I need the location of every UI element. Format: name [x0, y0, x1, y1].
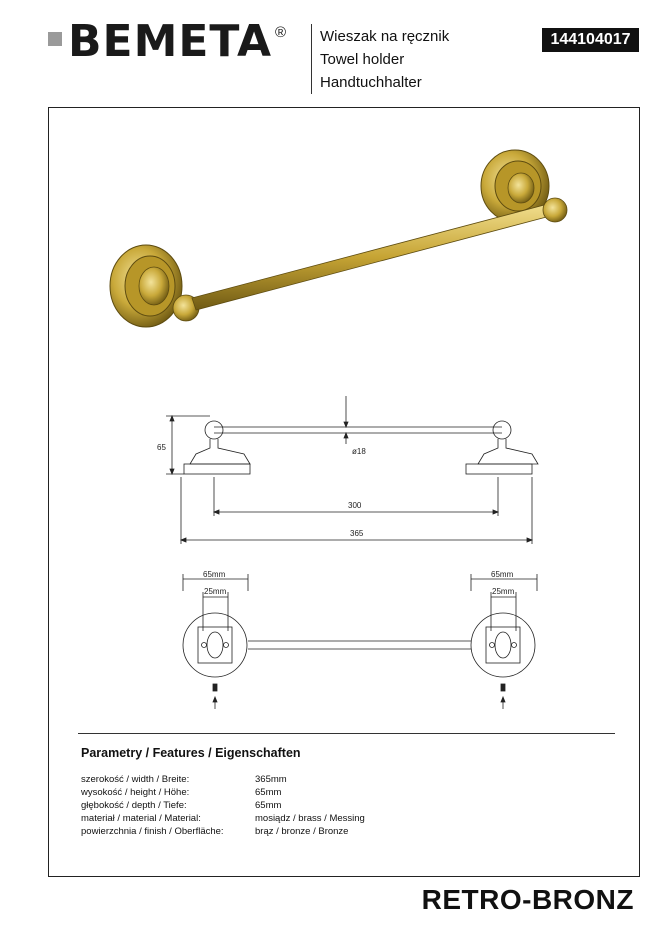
header	[0, 0, 670, 100]
product-code: 144104017	[542, 28, 639, 52]
dim-total-width: 365	[350, 529, 364, 538]
feature-value: brąz / bronze / Bronze	[255, 826, 349, 837]
feature-value: 365mm	[255, 774, 287, 785]
towel-bar	[192, 204, 554, 310]
product-image	[108, 148, 573, 333]
feature-label: materiał / material / Material:	[81, 813, 201, 824]
registered-mark: ®	[275, 24, 287, 41]
features-table	[81, 773, 395, 838]
feature-label: szerokość / width / Breite:	[81, 774, 190, 785]
features-divider	[78, 733, 615, 734]
front-view	[166, 396, 538, 544]
left-screw-spacing: 25mm	[204, 587, 227, 596]
feature-value: 65mm	[255, 800, 282, 811]
product-name-de: Handtuchhalter	[320, 74, 422, 91]
right-plate-width: 65mm	[491, 570, 514, 579]
brand-logo: BEMETA	[68, 16, 273, 67]
feature-value: mosiądz / brass / Messing	[255, 813, 365, 824]
left-mount	[110, 245, 199, 327]
product-name-pl: Wieszak na ręcznik	[320, 28, 450, 45]
feature-row	[81, 799, 395, 812]
technical-drawing	[152, 386, 552, 716]
feature-label: głębokość / depth / Tiefe:	[81, 800, 187, 811]
header-divider	[311, 24, 312, 94]
feature-row	[81, 786, 395, 799]
features-title: Parametry / Features / Eigenschaften	[81, 746, 301, 760]
feature-label: powierzchnia / finish / Oberfläche:	[81, 826, 224, 837]
dim-inner-width: 300	[348, 501, 362, 510]
feature-row	[81, 773, 395, 786]
feature-value: 65mm	[255, 787, 282, 798]
dim-height: 65	[157, 443, 166, 452]
collection-name: RETRO-BRONZ	[421, 884, 634, 915]
feature-label: wysokość / height / Höhe:	[81, 787, 190, 798]
feature-row	[81, 825, 395, 838]
logo-square	[48, 32, 62, 46]
plan-view	[183, 574, 537, 709]
right-screw-spacing: 25mm	[492, 587, 515, 596]
product-name-en: Towel holder	[320, 51, 405, 68]
feature-row	[81, 812, 395, 825]
left-plate-width: 65mm	[203, 570, 226, 579]
dim-diameter: ø18	[352, 447, 366, 456]
product-names	[320, 25, 449, 94]
